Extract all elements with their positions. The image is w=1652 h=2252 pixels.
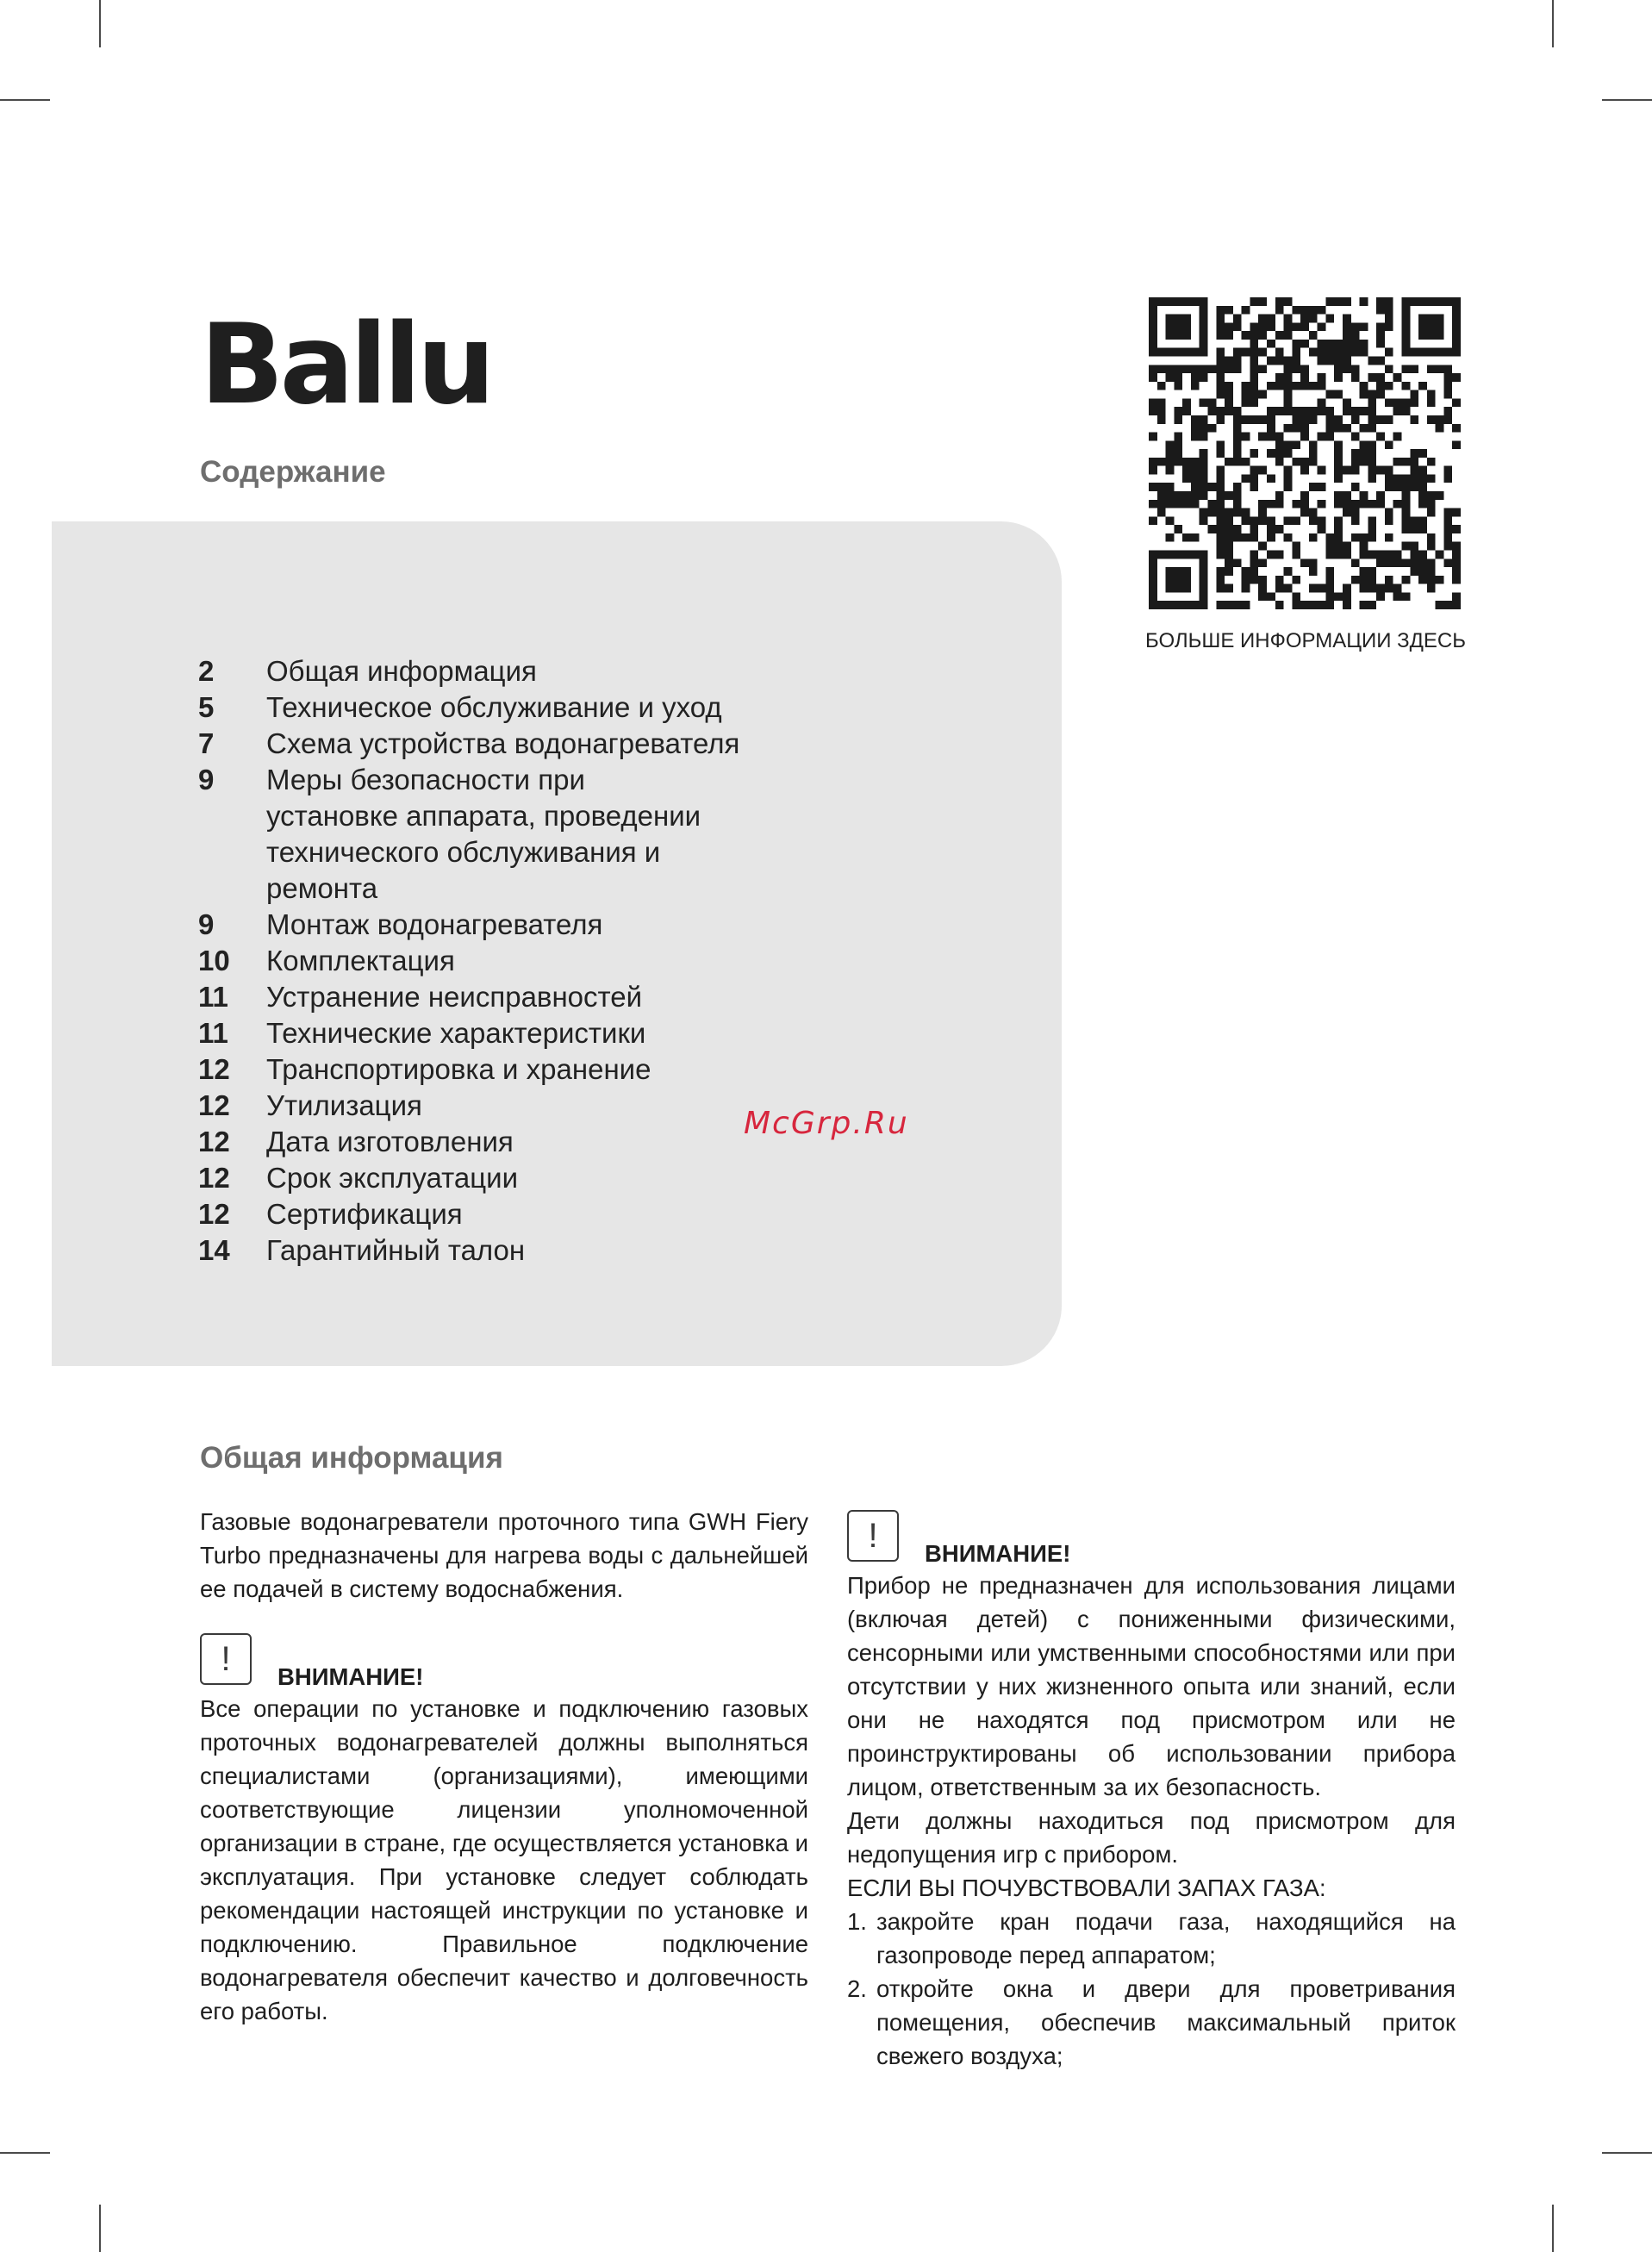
toc-item[interactable]	[198, 1160, 974, 1196]
list-item	[847, 1905, 1456, 1972]
toc-page-number: 14	[198, 1234, 230, 1266]
toc-item-title: Сертификация	[266, 1198, 463, 1230]
toc-page-number: 11	[198, 1017, 228, 1049]
toc-page-number: 9	[198, 908, 215, 940]
warning-title: ВНИМАНИЕ!	[925, 1540, 1071, 1567]
warning-icon: !	[847, 1510, 899, 1562]
toc-page-number: 12	[198, 1089, 230, 1121]
section-heading: Общая информация	[200, 1441, 503, 1475]
toc-item-title: Меры безопасности при установке аппарата, проведении технического обслуживания и ремонта	[266, 764, 701, 904]
children-note: Дети должны находиться под присмотром для недопущения игр с прибором.	[847, 1807, 1456, 1868]
crop-mark	[1552, 2205, 1554, 2252]
toc-item[interactable]	[198, 653, 974, 689]
toc-page-number: 9	[198, 764, 215, 795]
toc-item-title: Утилизация	[266, 1089, 422, 1121]
toc-item-title: Схема устройства водонагревателя	[266, 727, 740, 759]
toc-item[interactable]	[198, 689, 974, 726]
step-number: 1.	[847, 1908, 867, 1935]
toc-item-title: Комплектация	[266, 945, 455, 976]
toc-page-number: 12	[198, 1126, 230, 1157]
toc-page-number: 11	[198, 981, 228, 1013]
toc-item-title: Техническое обслуживание и уход	[266, 691, 722, 723]
step-number: 2.	[847, 1975, 867, 2002]
list-item	[847, 1972, 1456, 2073]
toc-item-title: Устранение неисправностей	[266, 981, 643, 1013]
gas-steps-list	[847, 1905, 1456, 2073]
crop-mark	[0, 2152, 50, 2154]
toc-item[interactable]	[198, 1051, 974, 1088]
crop-mark	[1552, 0, 1554, 47]
toc-item-title: Дата изготовления	[266, 1126, 514, 1157]
warning-icon: !	[200, 1633, 252, 1685]
crop-mark	[1602, 2152, 1652, 2154]
brand-logo: Ballu	[200, 301, 491, 429]
toc-item-title: Гарантийный талон	[266, 1234, 526, 1266]
toc-page-number: 10	[198, 945, 230, 976]
toc-item-title: Срок эксплуатации	[266, 1162, 519, 1194]
warning-text: Прибор не предназначен для использования лицами (включая детей) с пониженными физическими, сенсорными или умственными способностями или при отсутствии у них жизненного опыта или знаний, если они не находятся под присмотром или не проинструктированы об использовании прибора лицом, ответственным за их безопасность.	[847, 1572, 1456, 1800]
toc-page-number: 12	[198, 1053, 230, 1085]
warning-block-right	[847, 1510, 1456, 2073]
crop-mark	[1602, 99, 1652, 101]
toc-item[interactable]	[198, 762, 974, 907]
toc-page-number: 2	[198, 655, 215, 687]
warning-title: ВНИМАНИЕ!	[277, 1663, 424, 1690]
toc-item[interactable]	[198, 943, 974, 979]
toc-item[interactable]	[198, 726, 974, 762]
toc-item-title: Технические характеристики	[266, 1017, 646, 1049]
toc-item-title: Монтаж водонагревателя	[266, 908, 603, 940]
toc-item[interactable]	[198, 1232, 974, 1269]
crop-mark	[0, 99, 50, 101]
qr-caption: БОЛЬШЕ ИНФОРМАЦИИ ЗДЕСЬ	[1144, 629, 1467, 652]
toc-item[interactable]	[198, 907, 974, 943]
toc-item-title: Общая информация	[266, 655, 537, 687]
step-text: закройте кран подачи газа, находящийся на газопроводе перед аппаратом;	[876, 1908, 1456, 1968]
crop-mark	[99, 0, 101, 47]
warning-header	[847, 1510, 1456, 1569]
step-text: откройте окна и двери для проветривания помещения, обеспечив максимальный приток свежего воздуха;	[876, 1975, 1456, 2069]
crop-mark	[99, 2205, 101, 2252]
toc-page-number: 12	[198, 1162, 230, 1194]
gas-smell-heading: ЕСЛИ ВЫ ПОЧУВСТВОВАЛИ ЗАПАХ ГАЗА:	[847, 1875, 1326, 1901]
toc-item[interactable]	[198, 1196, 974, 1232]
warning-block-left	[200, 1633, 808, 2028]
warning-header	[200, 1633, 808, 1692]
intro-paragraph	[200, 1505, 808, 1606]
toc-heading: Содержание	[200, 455, 386, 489]
watermark-text: McGrp.Ru	[744, 1106, 909, 1141]
toc-item[interactable]	[198, 979, 974, 1015]
toc-page-number: 7	[198, 727, 215, 759]
toc-page-number: 5	[198, 691, 215, 723]
toc-list	[198, 653, 974, 1269]
toc-item-title: Транспортировка и хранение	[266, 1053, 651, 1085]
intro-text: Газовые водонагреватели проточного типа GWH Fiery Turbo предназначены для нагрева воды с дальнейшей ее подачей в систему водоснабжения.	[200, 1508, 808, 1602]
warning-text: Все операции по установке и подключению газовых проточных водонагревателей должны выполняться специалистами (организациями), имеющими соответствующие лицензии уполномоченной организации в стране, где осуществляется установка и эксплуатация. При установке следует соблюдать рекомендации настоящей инструкции по установке и подключению. Правильное подключение водонагревателя обеспечит качество и долговечность его работы.	[200, 1695, 809, 2024]
qr-code-icon[interactable]	[1149, 297, 1461, 609]
toc-item[interactable]	[198, 1015, 974, 1051]
toc-page-number: 12	[198, 1198, 230, 1230]
